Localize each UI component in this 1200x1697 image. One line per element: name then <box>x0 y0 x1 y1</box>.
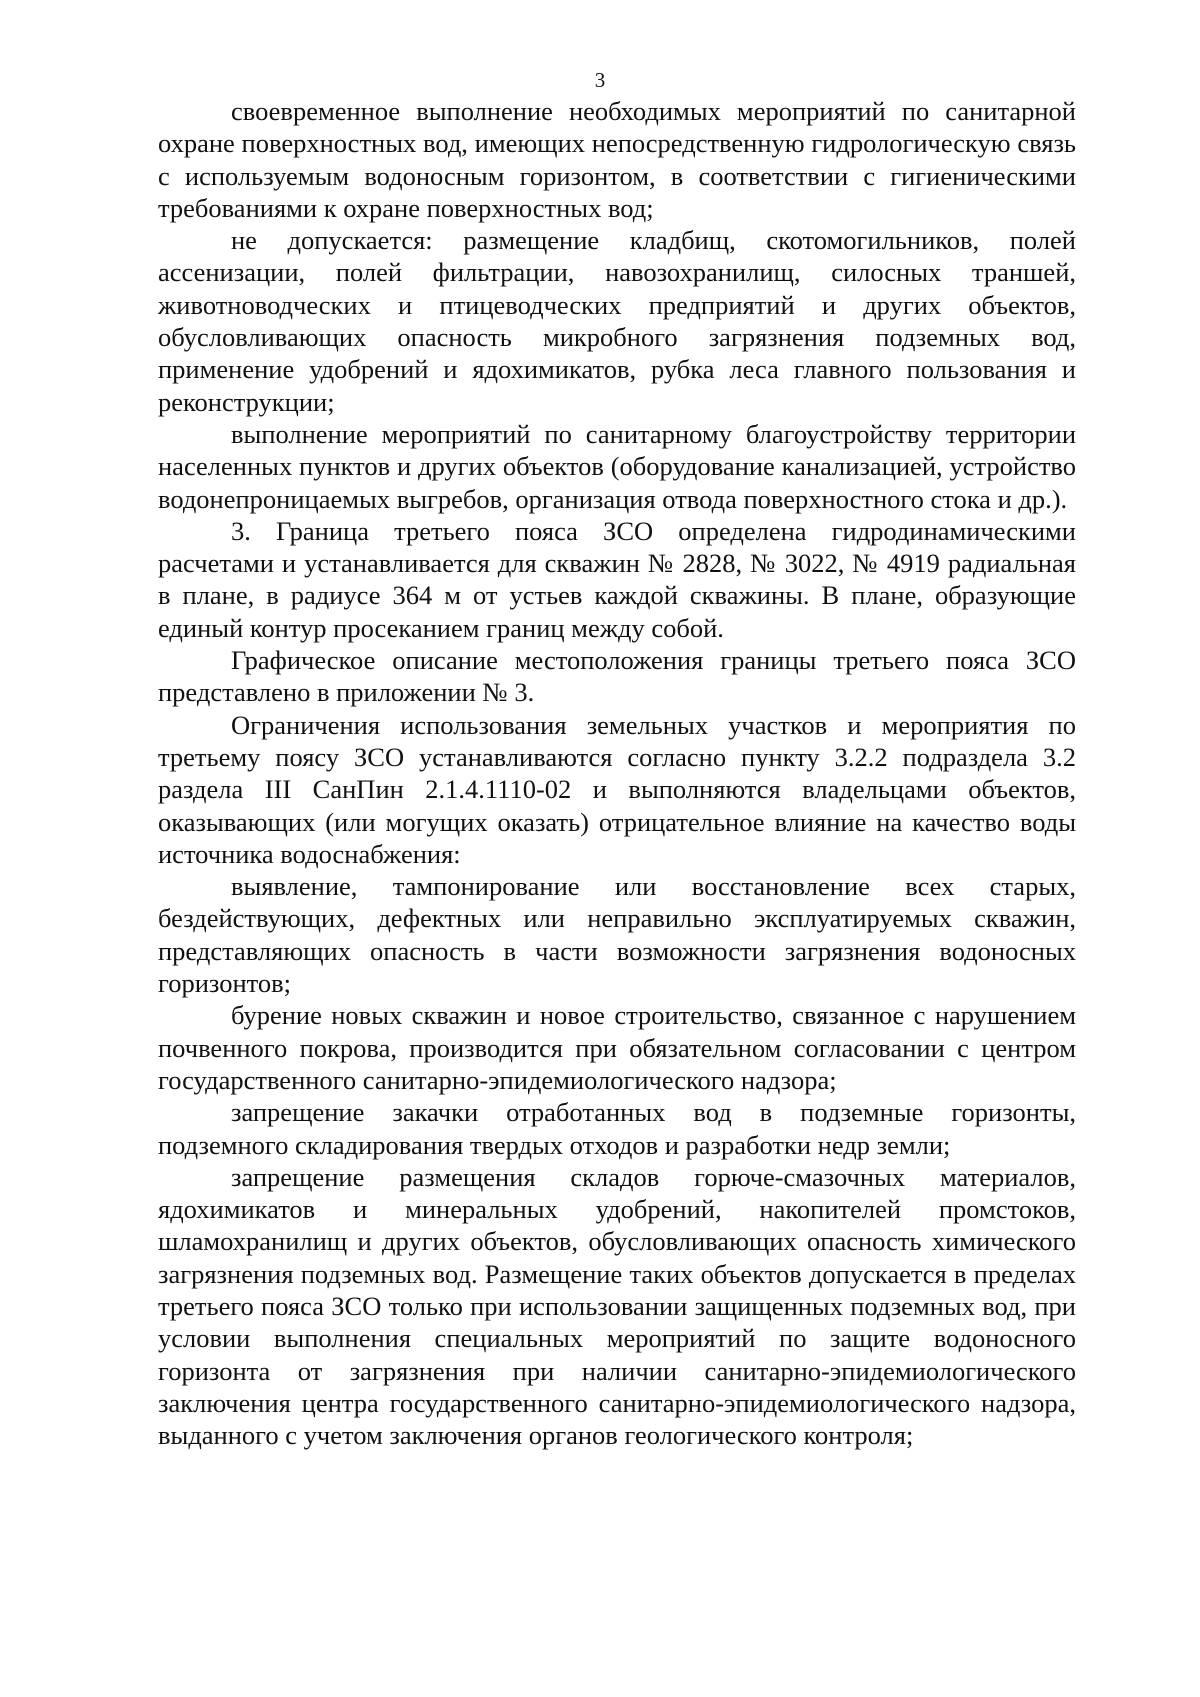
paragraph-waste-injection-ban: запрещение закачки отработанных вод в подземные горизонты, подземного складирования твердых отходов и разработки недр земли; <box>158 1097 1076 1160</box>
paragraph-land-use-restrictions: Ограничения использования земельных участков и мероприятия по третьему поясу ЗСО устанавливаются согласно пункту 3.2.2 подраздела 3.2 раздела III СанПин 2.1.4.1110-02 и выполняются владельцами объектов, оказывающих (или могущих оказать) отрицательное влияние на качество воды источника водоснабжения: <box>158 709 1076 869</box>
paragraph-third-belt-boundary: 3. Граница третьего пояса ЗСО определена гидродинамическими расчетами и устанавливается для скважин № 2828, № 3022, № 4919 радиальная в плане, в радиусе 364 м от устьев каждой скважины. В плане, образующие единый контур просеканием границ между собой. <box>158 515 1076 643</box>
paragraph-storage-ban: запрещение размещения складов горюче-смазочных материалов, ядохимикатов и минеральных удобрений, накопителей промстоков, шламохранилищ и других объектов, обусловливающих опасность химического загрязнения подземных вод. Размещение таких объектов допускается в пределах третьего пояса ЗСО только при использовании защищенных подземных вод, при условии выполнения специальных мероприятий по защите водоносного горизонта от загрязнения при наличии санитарно-эпидемиологического заключения центра государственного санитарно-эпидемиологического надзора, выданного с учетом заключения органов геологического контроля; <box>158 1161 1076 1451</box>
paragraph-new-drilling: бурение новых скважин и новое строительство, связанное с нарушением почвенного покрова, производится при обязательном согласовании с центром государственного санитарно-эпидемиологического надзора; <box>158 1000 1076 1095</box>
paragraph-graphic-description: Графическое описание местоположения границы третьего пояса ЗСО представлено в приложении № 3. <box>158 645 1076 708</box>
paragraph-old-wells: выявление, тампонирование или восстановление всех старых, бездействующих, дефектных или неправильно эксплуатируемых скважин, представляющих опасность в части возможности загрязнения водоносных горизонтов; <box>158 871 1076 999</box>
paragraph-surface-water-protection: своевременное выполнение необходимых мероприятий по санитарной охране поверхностных вод, имеющих непосредственную гидрологическую связь с используемым водоносным горизонтом, в соответствии с гигиеническими требованиями к охране поверхностных вод; <box>158 96 1076 223</box>
page-number: 3 <box>594 68 606 92</box>
document-body <box>158 95 1076 1451</box>
paragraph-prohibited-placement: не допускается: размещение кладбищ, скотомогильников, полей ассенизации, полей фильтрации, навозохранилищ, силосных траншей, животноводческих и птицеводческих предприятий и других объектов, обусловливающих опасность микробного загрязнения подземных вод, применение удобрений и ядохимикатов, рубка леса главного пользования и реконструкции; <box>158 225 1076 417</box>
paragraph-sanitary-improvement: выполнение мероприятий по санитарному благоустройству территории населенных пунктов и других объектов (оборудование канализацией, устройство водонепроницаемых выгребов, организация отвода поверхностного стока и др.). <box>158 418 1076 514</box>
